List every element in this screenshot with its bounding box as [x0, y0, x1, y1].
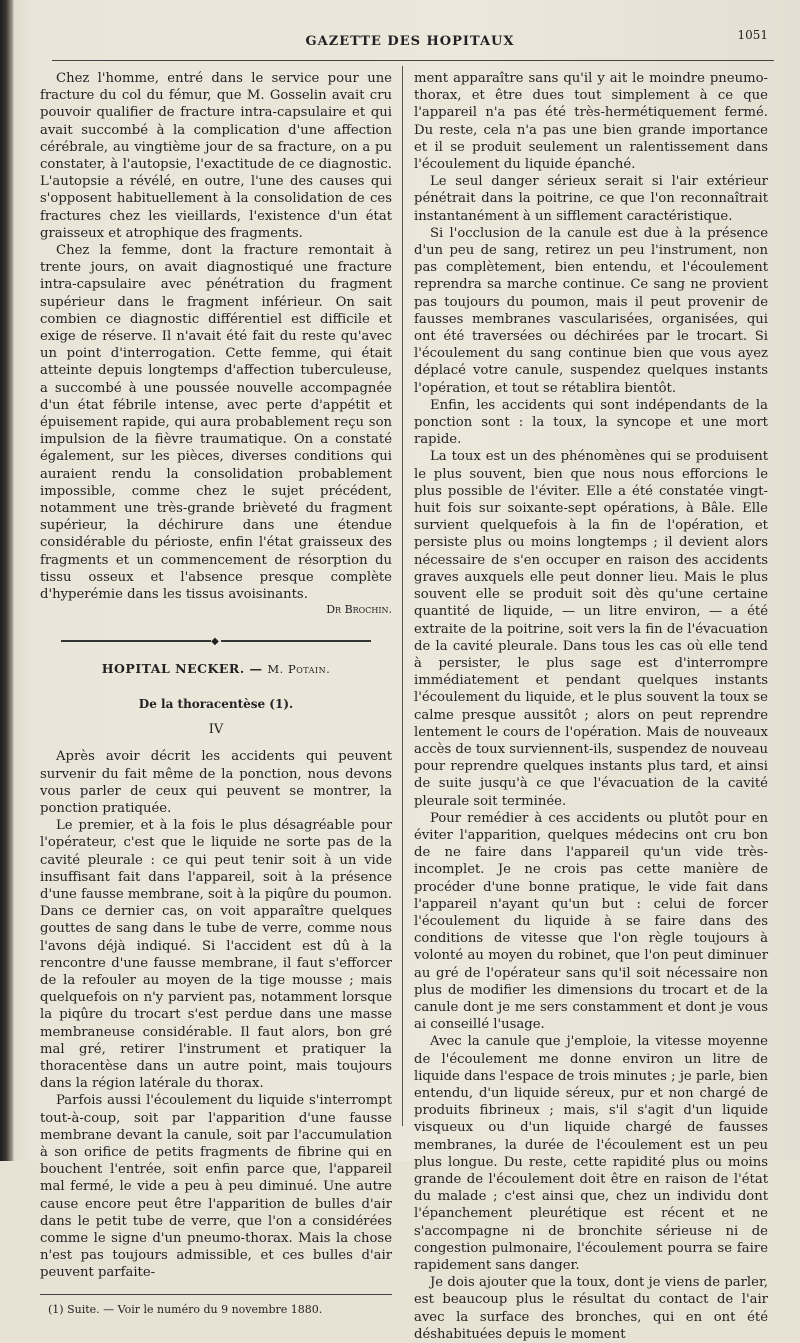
- article-paragraph: Après avoir décrit les accidents qui peuvent survenir du fait même de la ponction, nous devons vous parler de ceux qui peuvent se montrer, la ponction pratiquée.: [40, 749, 392, 816]
- article-paragraph: Avec la canule que j'emploie, la vitesse moyenne de l'écoulement me donne environ un litre de liquide dans l'espace de trois minutes ; je parle, bien entendu, d'un liquide séreux, pur et non chargé de produits fibrineux ; mais, s'il s'agit d'un liquide visqueux ou d'un liquide chargé de fausses membranes, la durée de l'écoulement est un peu plus longue. Du reste, cette rapidité plus ou moins grande de l'écoulement doit être en raison de l'état du malade ; c'est ainsi que, chez un individu dont l'épanchement pleurétique est récent et ne s'accompagne ni de bronchite sérieuse ni de congestion pulmonaire, l'écoulement pourra se faire rapidement sans danger.: [414, 1034, 768, 1274]
- article-paragraph: Chez la femme, dont la fracture remontait à trente jours, on avait diagnostiqué une fracture intra-capsulaire avec pénétration du fragment supérieur dans le fragment inférieur. On sait combien ce diagnostic différentiel est difficile et exige de réserve. Il n'avait été fait du reste qu'avec un point d'interrogation. Cette femme, qui était atteinte depuis longtemps d'affection tuberculeuse, a succombé à une poussée nouvelle accompagnée d'un état fébrile intense, avec perte d'appétit et épuisement rapide, qui aura probablement reçu son impulsion de la fièvre traumatique. On a constaté également, sur les pièces, diverses conditions qui auraient rendu la consolidation probablement impossible, comme chez le sujet précédent, notamment une très-grande brièveté du fragment supérieur, la déchirure dans une étendue considérable du périoste, enfin l'état graisseux des fragments et un commencement de résorption du tissu osseux et l'absence presque complète d'hyperémie dans les tissus avoisinants.: [40, 243, 392, 603]
- article-paragraph: Le premier, et à la fois le plus désagréable pour l'opérateur, c'est que le liquide ne sorte pas de la cavité pleurale : ce qui peut tenir soit à un vide insuffisant fait dans l'appareil, soit à la présence d'une fausse membrane, soit à la piqûre du poumon. Dans ce dernier cas, on voit apparaître quelques gouttes de sang dans le tube de verre, comme nous l'avons déjà indiqué. Si l'accident est dû à la rencontre d'une fausse membrane, il faut s'efforcer de la refouler au moyen de la tige mousse ; mais quelquefois on n'y parvient pas, notamment lorsque la piqûre du trocart s'est perdue dans une masse membraneuse considérable. Il faut alors, bon gré mal gré, retirer l'instrument et pratiquer la thoracentèse dans un autre point, mais toujours dans la région latérale du thorax.: [40, 818, 392, 1092]
- article-paragraph: Parfois aussi l'écoulement du liquide s'interrompt tout-à-coup, soit par l'apparition d'une fausse membrane devant la canule, soit par l'accumulation à son orifice de petits fragments de fibrine qui en bouchent l'entrée, soit enfin parce que, l'appareil mal fermé, le vide a peu à peu diminué. Une autre cause encore peut être l'apparition de bulles d'air dans le petit tube de verre, que l'on a considérées comme le signe d'un pneumo-thorax. Mais la chose n'est pas toujours admissible, et ces bulles d'air peuvent parfaite-: [40, 1093, 392, 1281]
- article-paragraph: Le seul danger sérieux serait si l'air extérieur pénétrait dans la poitrine, ce que l'on reconnaîtrait instantanément à un sifflement caractéristique.: [414, 174, 768, 224]
- page-number: 1051: [737, 28, 768, 42]
- author-signature: Dr Brochin.: [326, 603, 392, 617]
- hospital-name: HOPITAL NECKER. —: [101, 660, 268, 676]
- article-paragraph: Pour remédier à ces accidents ou plutôt pour en éviter l'apparition, quelques médecins ont cru bon de ne faire dans l'appareil qu'un vide très-incomplet. Je ne crois pas cette manière de procéder d'une bonne pratique, le vide fait dans l'appareil n'ayant qu'un but : celui de forcer l'écoulement du liquide à se faire dans des conditions de vitesse que l'on règle toujours à volonté au moyen du robinet, que l'on peut diminuer au gré de l'opérateur sans qu'il soit nécessaire non plus de modifier les dimensions du trocart et de la canule dont je me sers constamment et dont je vous ai conseillé l'usage.: [414, 810, 768, 1033]
- article-paragraph: ment apparaître sans qu'il y ait le moindre pneumo-thorax, et être dues tout simplement à ce que l'appareil n'a pas été très-hermétiquement fermé. Du reste, cela n'a pas une bien grande importance et il se produit seulement un ralentissement dans l'écoulement du liquide épanché.: [414, 71, 768, 173]
- article-paragraph: Si l'occlusion de la canule est due à la présence d'un peu de sang, retirez un peu l'instrument, non pas complètement, bien entendu, et l'écoulement reprendra sa marche continue. Ce sang ne provient pas toujours du poumon, mais il peut provenir de fausses membranes vascularisées, organisées, qui ont été traversées ou déchirées par le trocart. Si l'écoulement du sang continue bien que vous ayez déplacé votre canule, suspendez quelques instants l'opération, et tout se rétablira bientôt.: [414, 225, 768, 396]
- footnote-rule: [40, 1294, 392, 1295]
- page-header: [40, 26, 780, 56]
- article-paragraph: La toux est un des phénomènes qui se produisent le plus souvent, bien que nous nous efforcions le plus possible de l'éviter. Elle a été constatée vingt-huit fois sur soixante-sept opérations, à Bâle. Elle survient quelquefois à la fin de l'opération, et persiste plus ou moins longtemps ; il devient alors nécessaire de s'en occuper en raison des accidents graves auxquels elle peut donner lieu. Mais le plus souvent elle se produit soit dès qu'une certaine quantité de liquide, — un litre environ, — a été extraite de la poitrine, soit vers la fin de l'évacuation de la cavité pleurale. Dans tous les cas où elle tend à persister, le plus sage est d'interrompre immédiatement et pendant quelques instants l'écoulement du liquide, et le plus souvent la toux se calme presque aussitôt ; alors on peut reprendre lentement le cours de l'opération. Mais de nouveaux accès de toux surviennent-ils, suspendez de nouveau pour reprendre quelques instants plus tard, et ainsi de suite jusqu'à ce que l'évacuation de la cavité pleurale soit terminée.: [414, 449, 768, 809]
- right-column: [414, 70, 768, 1343]
- article-paragraph: Chez l'homme, entré dans le service pour une fracture du col du fémur, que M. Gosselin avait cru pouvoir qualifier de fracture intra-capsulaire et qui avait succombé à la complication d'une affection cérébrale, au vingtième jour de sa fracture, on a pu constater, à l'autopsie, l'exactitude de ce diagnostic. L'autopsie a révélé, en outre, l'une des causes qui s'opposent habituellement à la consolidation de ces fractures chez les vieillards, l'existence d'un état graisseux et atrophique des fragments.: [40, 71, 392, 241]
- header-rule: [52, 60, 774, 61]
- section-separator: ◆: [40, 633, 392, 650]
- article-paragraph: Je dois ajouter que la toux, dont je viens de parler, est beaucoup plus le résultat du contact de l'air avec la surface des bronches, qui en ont été déshabituées depuis le moment: [414, 1275, 768, 1342]
- left-column: [40, 70, 392, 1317]
- page-binding-shadow: [0, 0, 14, 1161]
- article-paragraph: Enfin, les accidents qui sont indépendants de la ponction sont : la toux, la syncope et une mort rapide.: [414, 397, 768, 448]
- running-title: GAZETTE DES HOPITAUX: [305, 34, 515, 49]
- chapter-number: IV: [208, 722, 224, 738]
- column-divider: [402, 66, 403, 1126]
- section-author: M. Potain.: [267, 661, 331, 676]
- article-title: De la thoracentèse (1).: [138, 696, 294, 711]
- footnote: (1) Suite. — Voir le numéro du 9 novembre 1880.: [48, 1302, 323, 1316]
- section-heading: [40, 660, 392, 678]
